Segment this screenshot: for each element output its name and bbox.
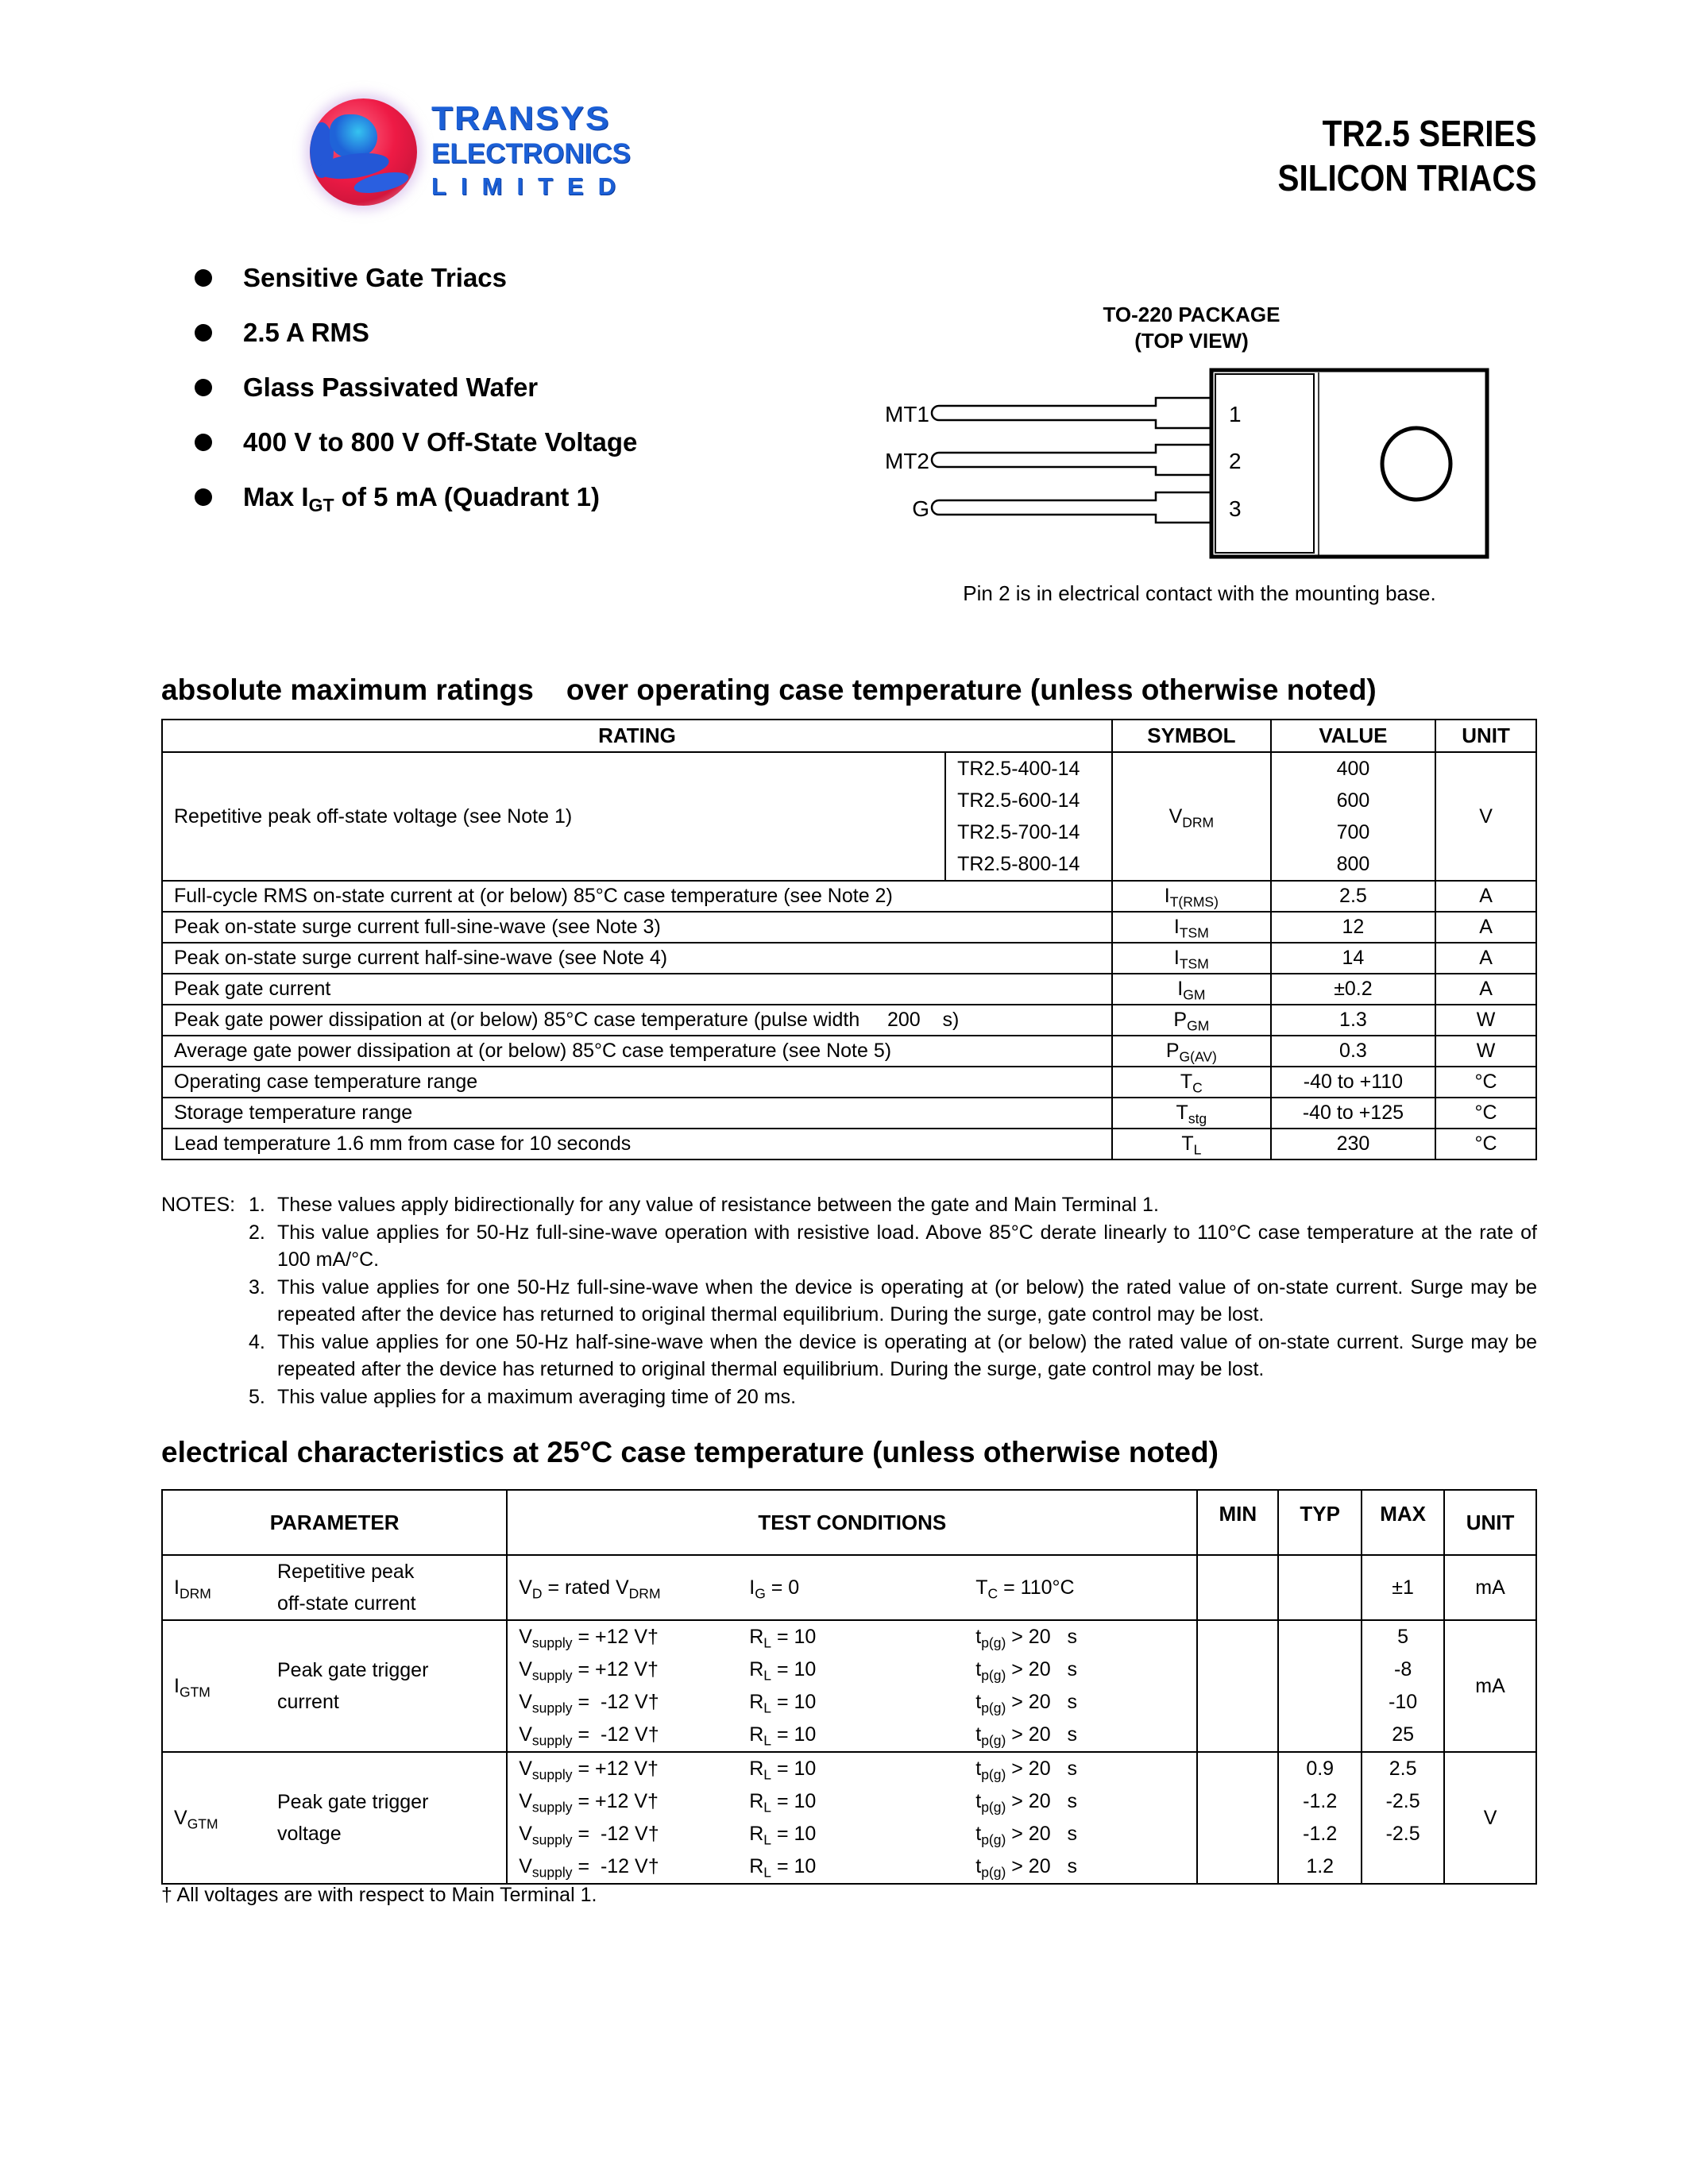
logo-wordmark: TRANSYS ELECTRONICS LIMITED	[431, 99, 631, 200]
pin-label-g: G	[912, 496, 929, 521]
pin-label-mt2: MT2	[885, 449, 929, 473]
table-row: Repetitive peak off-state voltage (see Note 1) TR2.5-400-14 $V_{DRM}$ 400 V	[162, 752, 1536, 785]
feature-item: 400 V to 800 V Off-State Voltage	[195, 415, 637, 469]
table-row: Full-cycle RMS on-state current at (or below) 85°C case temperature (see Note 2) $I_{T(RMS)}$ 2.5 A	[162, 881, 1536, 912]
table-row-igtm: $I_{GTM}$ Peak gate trigger current $V_{supply} = +12$ V† $R_L = 10$ $t_{p(g)} > 20$ s $V_{supply} = +12$ V† $R_L = 10$ $t_{p(g)} > 20$ s $V_{supply} = -12$ V† $R_L = 10$ $t_{p(g)} > 20$ s $V_{supply} = -12$ V† $R_L = 10$ $t_{p(g)} > 20$ s 5 -8 -10 25 mA	[162, 1620, 1536, 1752]
table-row: TR2.5-700-14 700	[162, 816, 1536, 848]
bullet-icon	[195, 379, 212, 396]
notes-section	[161, 1191, 1537, 1410]
section-heading-electrical: electrical characteristics at 25°C case temperature (unless otherwise noted)	[161, 1436, 1219, 1468]
pin-number-1: 1	[1229, 402, 1242, 426]
note-item: 2. This value applies for 50-Hz full-sine-wave operation with resistive load. Above 85°C derate linearly to 110°C case temperature at the rate of 100 mA/°C.	[249, 1221, 1537, 1271]
company-logo	[302, 94, 631, 213]
table-header-row: PARAMETER TEST CONDITIONS MIN TYP MAX UNIT	[162, 1490, 1536, 1555]
table-row: TR2.5-800-14 800	[162, 848, 1536, 881]
footnote: † All voltages are with respect to Main Terminal 1.	[161, 1884, 597, 1906]
feature-item: 2.5 A RMS	[195, 305, 637, 360]
table-row: Average gate power dissipation at (or below) 85°C case temperature (see Note 5) $P_{G(AV)}$ 0.3 W	[162, 1036, 1536, 1067]
feature-item: Sensitive Gate Triacs	[195, 250, 637, 305]
note-item: 3. This value applies for one 50-Hz full-sine-wave when the device is operating at (or below) the rated value of on-state current. Surge may be repeated after the device has returned to original thermal equilibrium. During the surge, gate control may be lost.	[249, 1275, 1537, 1325]
pin-number-2: 2	[1229, 449, 1242, 473]
table-row: TR2.5-600-14 600	[162, 785, 1536, 816]
bullet-icon	[195, 488, 212, 506]
table-row: Peak on-state surge current full-sine-wave (see Note 3) $I_{TSM}$ 12 A	[162, 912, 1536, 943]
electrical-characteristics-table	[161, 1489, 1537, 1885]
title-product: SILICON TRIACS	[1277, 157, 1537, 199]
bullet-icon	[195, 324, 212, 341]
bullet-icon	[195, 434, 212, 451]
title-series: TR2.5 SERIES	[1323, 113, 1537, 154]
note-item: 5. This value applies for a maximum averaging time of 20 ms.	[249, 1385, 797, 1408]
globe-icon	[310, 98, 417, 206]
absolute-max-ratings-table	[161, 719, 1537, 1160]
package-title: TO-220 PACKAGE (TOP VIEW)	[1103, 303, 1280, 353]
feature-list	[195, 250, 637, 524]
document-title	[1278, 111, 1537, 200]
package-caption: Pin 2 is in electrical contact with the mounting base.	[963, 581, 1436, 605]
feature-item: Max $I_{GT}$ of 5 mA (Quadrant 1)	[195, 469, 637, 524]
note-item: 4. This value applies for one 50-Hz half-sine-wave when the device is operating at (or below) the rated value of on-state current. Surge may be repeated after the device has returned to original thermal equilibrium. During the surge, gate control may be lost.	[249, 1330, 1537, 1380]
table-row: Peak on-state surge current half-sine-wave (see Note 4) $I_{TSM}$ 14 A	[162, 943, 1536, 974]
feature-item: Glass Passivated Wafer	[195, 360, 637, 415]
bullet-icon	[195, 269, 212, 287]
table-row: Peak gate current $I_{GM}$ ±0.2 A	[162, 974, 1536, 1005]
table-header-row: RATING SYMBOL VALUE UNIT	[162, 720, 1536, 752]
table-row: Operating case temperature range $T_C$ -40 to +110 °C	[162, 1067, 1536, 1098]
pin-number-3: 3	[1229, 496, 1242, 521]
pin-label-mt1: MT1	[885, 402, 929, 426]
table-row: Lead temperature 1.6 mm from case for 10 seconds $T_L$ 230 °C	[162, 1129, 1536, 1160]
table-row-vgtm: $V_{GTM}$ Peak gate trigger voltage $V_{supply} = +12$ V† $R_L = 10$ $t_{p(g)} > 20$ s $V_{supply} = +12$ V† $R_L = 10$ $t_{p(g)} > 20$ s $V_{supply} = -12$ V† $R_L = 10$ $t_{p(g)} > 20$ s $V_{supply} = -12$ V† $R_L = 10$ $t_{p(g)} > 20$ s 0.9 -1.2 -1.2 1.2 2.5 -2.5 -2.5 V	[162, 1752, 1536, 1884]
table-row-idrm: $I_{DRM}$ Repetitive peak off-state current $V_D$ = rated $V_{DRM}$ $I_G = 0$ $T_C = 110^\circ C$ ±1 mA	[162, 1555, 1536, 1620]
table-row: Peak gate power dissipation at (or below) 85°C case temperature (pulse width 200 s) $P_{GM}$ 1.3 W	[162, 1005, 1536, 1036]
note-item: NOTES: 1. These values apply bidirectionally for any value of resistance between the gate and Main Terminal 1.	[161, 1194, 1159, 1216]
table-row: Storage temperature range $T_{stg}$ -40 to +125 °C	[162, 1098, 1536, 1129]
section-heading-abs-max: absolute maximum ratings over operating case temperature (unless otherwise noted)	[161, 673, 1377, 706]
to220-package-diagram	[874, 361, 1509, 568]
